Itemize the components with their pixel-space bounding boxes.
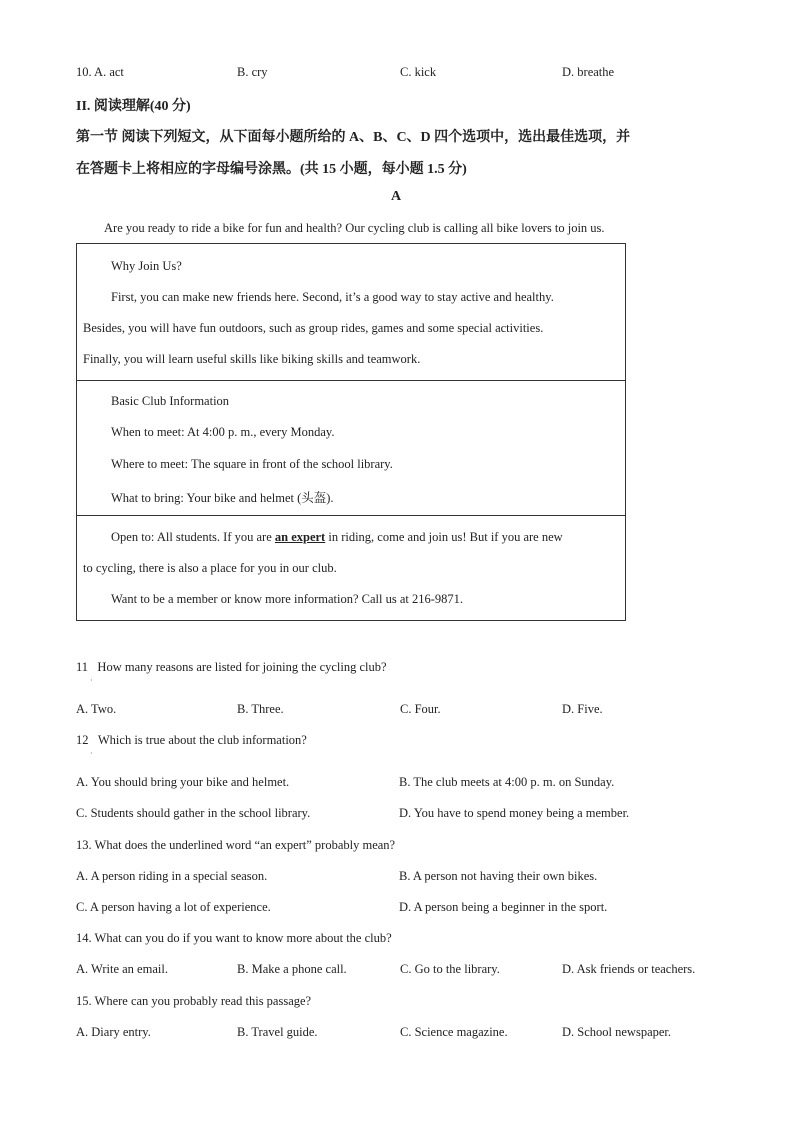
q13-options-row2 [76,900,726,920]
contact-line: Want to be a member or know more information? Call us at 216-9871. [111,592,464,606]
club-notice-box [76,243,626,621]
q15-option-b: B. Travel guide. [237,1025,318,1039]
q13-option-a: A. A person riding in a special season. [76,869,268,883]
q13-option-c: C. A person having a lot of experience. [76,900,271,914]
q14-option-d: D. Ask friends or teachers. [562,962,696,976]
q15-option-a: A. Diary entry. [76,1025,151,1039]
q11-text: How many reasons are listed for joining the cycling club? [97,660,387,674]
passage-letter: A [391,189,402,204]
why-join-heading: Why Join Us? [111,259,182,273]
q13-option-b: B. A person not having their own bikes. [399,869,598,883]
club-info-when: When to meet: At 4:00 p. m., every Monday. [111,425,335,439]
q13-stem: 13. What does the underlined word “an expert” probably mean? [76,838,396,852]
q13-option-d: D. A person being a beginner in the sport. [399,900,608,914]
q15-stem: 15. Where can you probably read this passage? [76,994,312,1008]
section-instruction-line1: 第一节 阅读下列短文，从下面每小题所给的 A、B、C、D 四个选项中，选出最佳选项，并 [76,130,631,145]
club-info-where: Where to meet: The square in front of the school library. [111,457,393,471]
q12-option-c: C. Students should gather in the school library. [76,806,311,820]
open-to-post: in riding, come and join us! But if you are new [325,530,563,544]
box-divider-1 [76,380,626,381]
q13-options-row1 [76,869,726,889]
q12-options-row2 [76,806,726,826]
q14-option-a: A. Write an email. [76,962,168,976]
q12-dot: · [90,749,93,758]
q14-stem: 14. What can you do if you want to know more about the club? [76,931,392,945]
q12-option-b: B. The club meets at 4:00 p. m. on Sunday. [399,775,615,789]
why-join-line2: Besides, you will have fun outdoors, such as group rides, games and some special activities. [83,321,544,335]
q12-options-row1 [76,775,726,795]
underlined-expert: an expert [274,530,326,544]
q14-option-b: B. Make a phone call. [237,962,347,976]
q15-option-d: D. School newspaper. [562,1025,672,1039]
q10-option-b: B. cry [237,65,268,79]
q10-option-d: D. breathe [562,65,615,79]
q15-options [76,1025,726,1045]
open-to-line2: to cycling, there is also a place for you in our club. [83,561,337,575]
q12-option-d: D. You have to spend money being a member. [399,806,630,820]
section-instruction-line2: 在答题卡上将相应的字母编号涂黑。(共 15 小题，每小题 1.5 分) [76,162,467,177]
q14-options [76,962,726,982]
q11-dot: · [90,676,93,685]
open-to-line1 [111,530,563,545]
why-join-line1: First, you can make new friends here. Second, it’s a good way to stay active and healthy. [111,290,554,304]
q10-options [76,65,726,85]
q11-option-c: C. Four. [400,702,441,716]
q10-option-a: 10. A. act [76,65,124,79]
q12-stem [76,733,307,748]
q12-text: Which is true about the club information? [97,733,307,747]
q15-option-c: C. Science magazine. [400,1025,508,1039]
q10-option-c: C. kick [400,65,437,79]
q12-option-a: A. You should bring your bike and helmet. [76,775,290,789]
q11-number: 11 [76,660,89,674]
passage-intro: Are you ready to ride a bike for fun and health? Our cycling club is calling all bike lovers to join us. [104,221,605,235]
q11-stem [76,660,387,675]
open-to-pre: Open to: All students. If you are [111,530,275,544]
section-title: II. 阅读理解(40 分) [76,99,191,114]
q11-option-a: A. Two. [76,702,117,716]
q12-number: 12 [76,733,89,747]
q11-options [76,702,726,722]
club-info-heading: Basic Club Information [111,394,230,408]
q14-option-c: C. Go to the library. [400,962,500,976]
q11-option-b: B. Three. [237,702,284,716]
box-divider-2 [76,515,626,516]
club-info-bring: What to bring: Your bike and helmet (头盔). [111,491,334,505]
why-join-line3: Finally, you will learn useful skills like biking skills and teamwork. [83,352,421,366]
q11-option-d: D. Five. [562,702,603,716]
